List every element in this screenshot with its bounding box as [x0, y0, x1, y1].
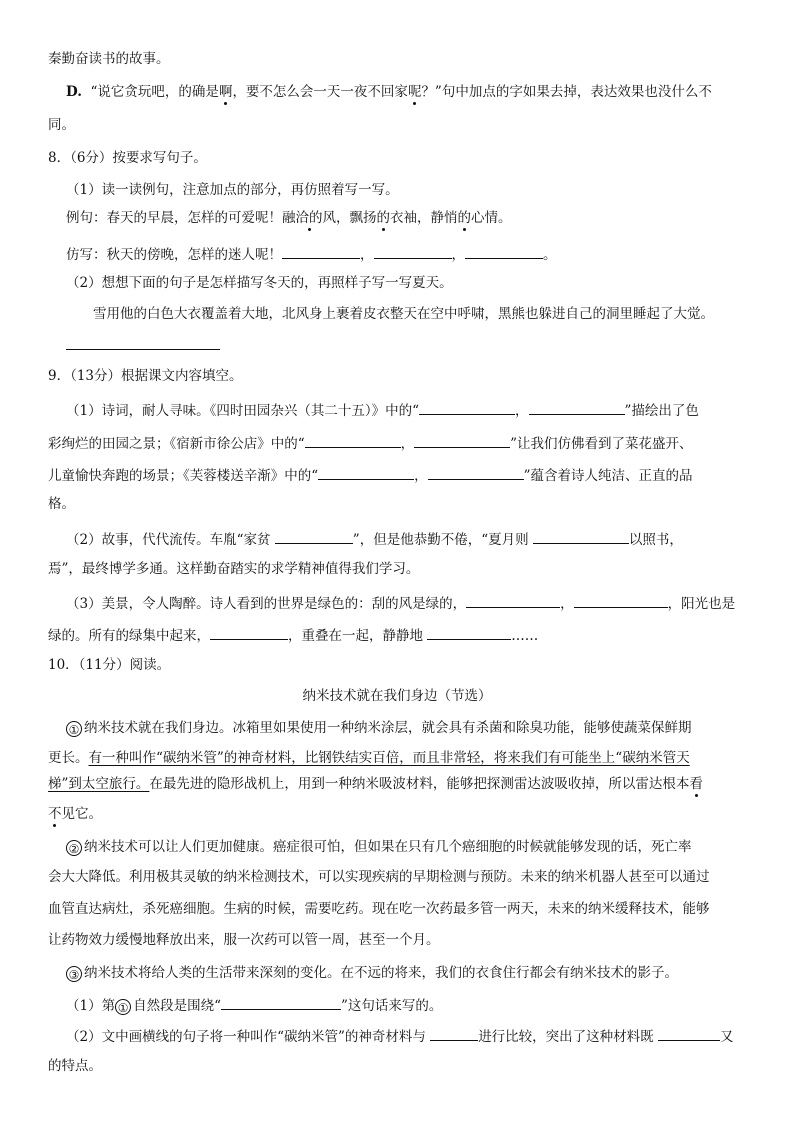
- answer-blank[interactable]: [465, 246, 543, 259]
- q8-imitation: [66, 246, 557, 263]
- q8-example: [66, 212, 512, 226]
- dotted-char: 不: [48, 806, 62, 822]
- paragraph-number: ①: [115, 999, 131, 1015]
- answer-blank[interactable]: [221, 997, 341, 1010]
- paragraph-3-line: ③ 纳米技术将给人类的生活带来深刻的变化。在不远的将来，我们的衣食住行都会有纳米技术的影子。: [66, 966, 678, 982]
- dotted-phrase: 静悄的心情: [430, 210, 498, 226]
- dotted-char: 啊: [218, 84, 233, 100]
- answer-blank[interactable]: [414, 435, 510, 448]
- text: ，: [417, 210, 431, 226]
- text: ，: [451, 247, 465, 263]
- answer-blank[interactable]: [466, 595, 560, 608]
- answer-blank[interactable]: [529, 402, 625, 415]
- option-d: [66, 86, 712, 100]
- answer-blank[interactable]: [374, 246, 452, 259]
- paragraph-1-line: 不见它。: [48, 806, 102, 822]
- question-10-heading: 10．（11分）阅读。: [48, 657, 171, 673]
- q9-line: （3）美景，令人陶醉。诗人看到的世界是绿色的：刮的风是绿的， ， ，阳光也是: [66, 596, 736, 612]
- text: 仿写：秋天的傍晚，怎样的迷人呢！: [66, 247, 282, 263]
- q9-line: （1）诗词，耐人寻味。《四时田园杂兴（其二十五）》中的“ ， ”描绘出了色: [66, 403, 699, 419]
- answer-blank[interactable]: [574, 595, 668, 608]
- dotted-phrase: 飘扬的衣袖: [349, 210, 417, 226]
- answer-blank[interactable]: [275, 531, 353, 544]
- dotted-phrase: 融洽的风: [282, 210, 336, 226]
- answer-blank[interactable]: [305, 435, 401, 448]
- q8-sub2: （2）想想下面的句子是怎样描写冬天的，再照样子写一写夏天。: [66, 275, 453, 291]
- q9-line: 儿童愉快奔跑的场景；《芙蓉楼送辛渐》中的“ ， ”蕴含着诗人纯洁、正直的品: [48, 468, 693, 484]
- answer-blank[interactable]: [419, 402, 515, 415]
- answer-blank[interactable]: [430, 1028, 478, 1041]
- paragraph-1-line: 梯”到太空旅行。在最先进的隐形战机上，用到一种纳米吸波材料，能够把探测雷达波吸收掉，所以雷达根本看: [48, 776, 703, 792]
- answer-blank[interactable]: [318, 467, 414, 480]
- text: “说它贪玩吧，的确是: [90, 84, 219, 100]
- text: 例句：春天的早晨，怎样的可爱呢！: [66, 210, 282, 226]
- paragraph-2-line: ② 纳米技术可以让人们更加健康。癌症很可怕，但如果在只有几个癌细胞的时候就能够发现的话，死亡率: [66, 840, 692, 856]
- q9-line: 格。: [48, 496, 75, 512]
- q10-sub2: （2）文中画横线的句子将一种叫作“碳纳米管”的神奇材料与 进行比较，突出了这种材料既 又: [66, 1029, 734, 1045]
- q9-line: 焉”，最终博学多通。这样勤奋踏实的求学精神值得我们学习。: [48, 561, 420, 577]
- answer-blank[interactable]: [428, 467, 524, 480]
- answer-blank[interactable]: [210, 627, 288, 640]
- text: ，要不怎么会一天一夜不回家: [232, 84, 408, 100]
- q9-line: 彩绚烂的田园之景；《宿新市徐公店》中的“ ， ”让我们仿佛看到了菜花盛开、: [48, 436, 693, 452]
- paragraph-1-line: ① 纳米技术就在我们身边。冰箱里如果使用一种纳米涂层，就会具有杀菌和除臭功能，能够使蔬菜保鲜期: [66, 721, 692, 737]
- answer-blank[interactable]: [427, 627, 511, 640]
- text: ，: [360, 247, 374, 263]
- underlined-sentence: 梯”到太空旅行。: [48, 776, 150, 792]
- answer-blank[interactable]: [658, 1028, 720, 1041]
- paragraph-2-line: 让药物效力缓慢地释放出来，服一次药可以管一周，甚至一个月。: [48, 932, 440, 948]
- text-line: 同。: [48, 117, 75, 133]
- text-line: 秦勤奋读书的故事。: [48, 51, 170, 67]
- text: 。: [498, 210, 512, 226]
- answer-blank[interactable]: [282, 246, 360, 259]
- q10-sub2-cont: 的特点。: [48, 1058, 102, 1074]
- text: 。: [543, 247, 557, 263]
- answer-blank[interactable]: [533, 531, 629, 544]
- q8-sub1: （1）读一读例句，注意加点的部分，再仿照着写一写。: [66, 182, 399, 198]
- paragraph-2-line: 会大大降低。利用极其灵敏的纳米检测技术，可以实现疾病的早期检测与预防。未来的纳米机器人甚至可以通过: [48, 869, 710, 885]
- paragraph-number: ③: [66, 966, 82, 982]
- dotted-char: 呢: [407, 84, 422, 100]
- dotted-char: 看: [689, 776, 703, 792]
- option-label: D.: [66, 84, 82, 100]
- question-9-heading: 9．（13分）根据课文内容填空。: [48, 368, 243, 384]
- passage-title: 纳米技术就在我们身边（节选）: [302, 688, 492, 704]
- q10-sub1: （1）第 ① 自然段是围绕“ ”这句话来写的。: [66, 998, 443, 1015]
- paragraph-number: ①: [66, 721, 82, 737]
- question-8-heading: 8．（6分）按要求写句子。: [48, 150, 207, 166]
- q9-line: （2）故事，代代流传。车胤“家贫 ”，但是他恭勤不倦，“夏月则 以照书，: [66, 532, 683, 548]
- text: ，: [336, 210, 350, 226]
- paragraph-2-line: 血管直达病灶，杀死癌细胞。生病的时候，需要吃药。现在吃一次药最多管一两天，未来的纳米缓释技术，能够: [48, 901, 710, 917]
- paragraph-number: ②: [66, 840, 82, 856]
- underlined-sentence: 有一种叫作“碳纳米管”的神奇材料，比钢铁结实百倍，而且非常轻，将来我们有可能坐上“碳纳米管天: [88, 750, 690, 766]
- q9-line: 绿的。所有的绿集中起来， ，重叠在一起，静静地 ……: [48, 628, 539, 644]
- q8-sentence: 雪用他的白色大衣覆盖着大地，北风身上裹着皮衣整天在空中呼啸，黑熊也躲进自己的洞里睡起了大觉。: [93, 306, 714, 322]
- text: ？”句中加点的字如果去掉，表达效果也没什么不: [421, 84, 712, 100]
- paragraph-1-line: 更长。有一种叫作“碳纳米管”的神奇材料，比钢铁结实百倍，而且非常轻，将来我们有可能坐上“碳纳米管天: [48, 750, 690, 766]
- answer-line[interactable]: [66, 349, 220, 350]
